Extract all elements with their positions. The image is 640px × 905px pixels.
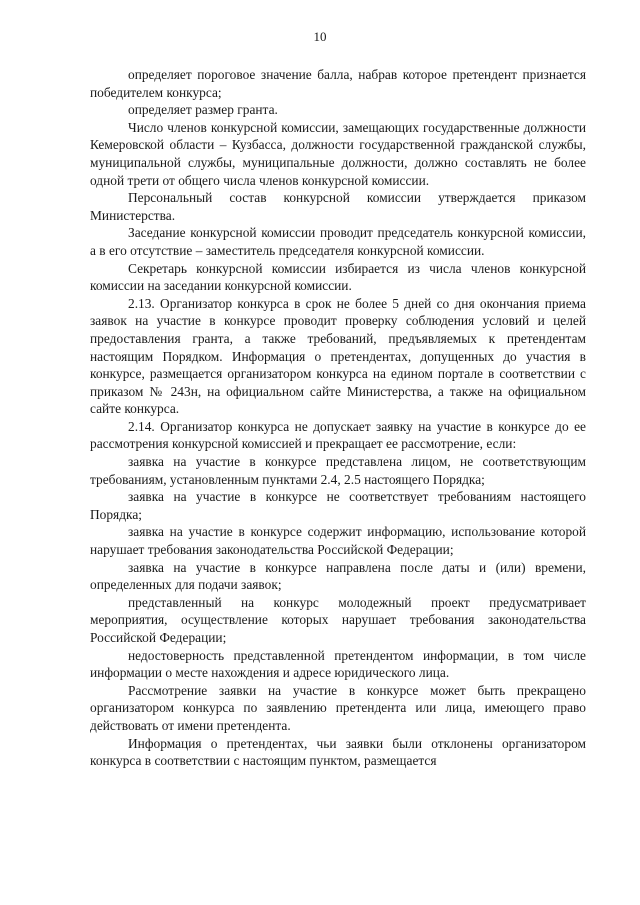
list-item: заявка на участие в конкурсе представлена лицом, не соответствующим требованиям, установленным пунктами 2.4, 2.5 настоящего Порядка; — [90, 454, 586, 487]
body-text — [90, 66, 586, 770]
list-item: представленный на конкурс молодежный проект предусматривает мероприятия, осуществление которых нарушает требования законодательства Российской Федерации; — [90, 594, 586, 645]
list-item: недостоверность представленной претендентом информации, в том числе информации о месте нахождения и адресе юридического лица. — [90, 647, 586, 681]
paragraph: Число членов конкурсной комиссии, замещающих государственные должности Кемеровской области – Кузбасса, должности государственной гражданской службы, муниципальной службы, муниципальные должности, должно составлять не более одной трети от общего числа членов конкурсной комиссии. — [90, 119, 586, 188]
paragraph: Заседание конкурсной комиссии проводит председатель конкурсной комиссии, а в его отсутствие – заместитель председателя конкурсной комиссии. — [90, 225, 586, 258]
paragraph: Информация о претендентах, чьи заявки были отклонены организатором конкурса в соответствии с настоящим пунктом, размещается — [90, 735, 586, 769]
paragraph: Секретарь конкурсной комиссии избирается из числа членов конкурсной комиссии на заседании конкурсной комиссии. — [90, 260, 586, 294]
list-item: заявка на участие в конкурсе не соответствует требованиям настоящего Порядка; — [90, 489, 586, 522]
paragraph: Персональный состав конкурсной комиссии утверждается приказом Министерства. — [90, 190, 586, 223]
page-number: 10 — [313, 29, 327, 44]
paragraph-2-14: 2.14. Организатор конкурса не допускает заявку на участие в конкурсе до ее рассмотрения конкурсной комиссией и прекращает ее рассмотрение, если: — [90, 418, 586, 452]
paragraph-2-13: 2.13. Организатор конкурса в срок не более 5 дней со дня окончания приема заявок на участие в конкурсе проводит проверку соблюдения условий и целей предоставления гранта, а также требований, предъявляемых к претендентам настоящим Порядком. Информация о претендентах, допущенных до участия в конкурсе, размещается организатором конкурса на едином портале в соответствии с приказом № 243н, на официальном сайте Министерства, а также на официальном сайте конкурса. — [90, 295, 586, 417]
list-item: заявка на участие в конкурсе содержит информацию, использование которой нарушает требования законодательства Российской Федерации; — [90, 524, 586, 558]
paragraph: определяет пороговое значение балла, набрав которое претендент признается победителем конкурса; — [90, 67, 586, 100]
paragraph: определяет размер гранта. — [128, 102, 278, 118]
paragraph: Рассмотрение заявки на участие в конкурсе может быть прекращено организатором конкурса по заявлению претендента или лица, имеющего право действовать от имени претендента. — [90, 682, 586, 733]
list-item: заявка на участие в конкурсе направлена после даты и (или) времени, определенных для подачи заявок; — [90, 559, 586, 593]
